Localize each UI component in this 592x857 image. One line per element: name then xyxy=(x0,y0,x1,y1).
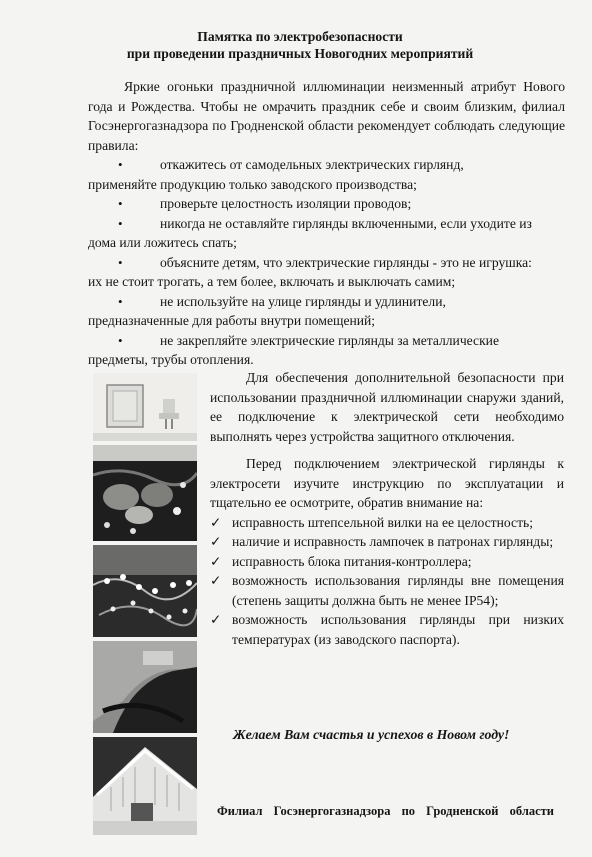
rule-continuation: дома или ложитесь спать; xyxy=(88,235,237,250)
rules-section xyxy=(88,77,565,370)
checkmark-icon: ✓ xyxy=(210,573,222,588)
plug-photo xyxy=(93,641,197,733)
check-text: возможность использования гирлянды вне помещения (степень защиты должна быть не менее IP54); xyxy=(232,573,564,608)
rule-text: откажитесь от самодельных электрических гирлянд, xyxy=(160,157,464,172)
check-text: исправность штепсельной вилки на ее целостность; xyxy=(232,514,533,530)
rule-continuation: применяйте продукцию только заводского производства; xyxy=(88,176,417,192)
footer-word: по xyxy=(401,804,416,818)
bullet-icon: • xyxy=(118,215,123,231)
rule-text: проверьте целостность изоляции проводов; xyxy=(160,196,412,211)
checkmark-icon: ✓ xyxy=(210,612,222,627)
check-item xyxy=(210,552,564,572)
house-lights-photo xyxy=(93,737,197,835)
rule-item xyxy=(88,253,565,292)
bullet-icon: • xyxy=(118,254,123,270)
check-item xyxy=(210,513,564,533)
check-item xyxy=(210,610,564,649)
footer-word: Госэнергогазнадзора xyxy=(273,804,391,818)
rule-item xyxy=(88,292,565,331)
footer-word: Гродненской xyxy=(426,804,499,818)
outdoor-paragraph: Для обеспечения дополнительной безопасности при использовании праздничной иллюминации снаружи зданий, ее подключение к электрической сети необходимо выполнять через устройства защитного отключения. xyxy=(210,370,564,444)
document-title xyxy=(60,28,540,62)
outdoor-section xyxy=(210,368,564,649)
check-item xyxy=(210,571,564,610)
socket-photo xyxy=(93,373,197,441)
footer-word: Филиал xyxy=(217,804,263,818)
bullet-icon: • xyxy=(118,293,123,309)
rule-text: не используйте на улице гирлянды и удлинители, xyxy=(160,293,446,309)
checkmark-icon: ✓ xyxy=(210,534,222,549)
footer-signature xyxy=(217,804,554,819)
check-item xyxy=(210,532,564,552)
rule-text: никогда не оставляйте гирлянды включенными, если уходите из xyxy=(160,215,532,231)
photo-column xyxy=(93,373,197,835)
check-intro-paragraph: Перед подключением электрической гирлянды к электросети изучите инструкцию по эксплуатации и тщательно ее осмотрите, обратив внимание на: xyxy=(210,456,564,510)
title-line-2: при проведении праздничных Новогодних мероприятий xyxy=(126,46,474,61)
bullet-icon: • xyxy=(118,157,123,172)
checkmark-icon: ✓ xyxy=(210,514,222,530)
bullet-icon: • xyxy=(118,196,123,211)
rule-continuation: их не стоит трогать, а тем более, включать и выключать самим; xyxy=(88,274,456,289)
rule-text: объясните детям, что электрические гирлянды - это не игрушка: xyxy=(160,254,532,270)
intro-paragraph: Яркие огоньки праздничной иллюминации неизменный атрибут Нового года и Рождества. Чтобы не омрачить праздник себе и своим близким, филиал Госэнергогазнадзора по Гродненской области рекомендует соблюдать следующие правила: xyxy=(88,79,565,153)
rule-text: не закрепляйте электрические гирлянды за металлические xyxy=(160,332,499,348)
checkmark-icon: ✓ xyxy=(210,553,222,569)
bullet-icon: • xyxy=(118,332,123,348)
footer-word: области xyxy=(509,804,554,818)
check-text: исправность блока питания-контроллера; xyxy=(232,553,472,569)
title-line-1: Памятка по электробезопасности xyxy=(197,29,403,44)
rule-item xyxy=(88,194,565,214)
rule-item xyxy=(88,214,565,253)
check-text: наличие и исправность лампочек в патронах гирлянды; xyxy=(232,534,554,549)
rule-continuation: предметы, трубы отопления. xyxy=(88,352,254,367)
garland-hands-photo xyxy=(93,445,197,541)
rule-continuation: предназначенные для работы внутри помещений; xyxy=(88,313,376,328)
rule-item xyxy=(88,155,565,194)
new-year-wish: Желаем Вам счастья и успехов в Новом году! xyxy=(233,727,510,742)
garland-lights-photo xyxy=(93,545,197,637)
check-text: возможность использования гирлянды при низких температурах (из заводского паспорта). xyxy=(232,612,564,647)
rule-item xyxy=(88,331,565,370)
